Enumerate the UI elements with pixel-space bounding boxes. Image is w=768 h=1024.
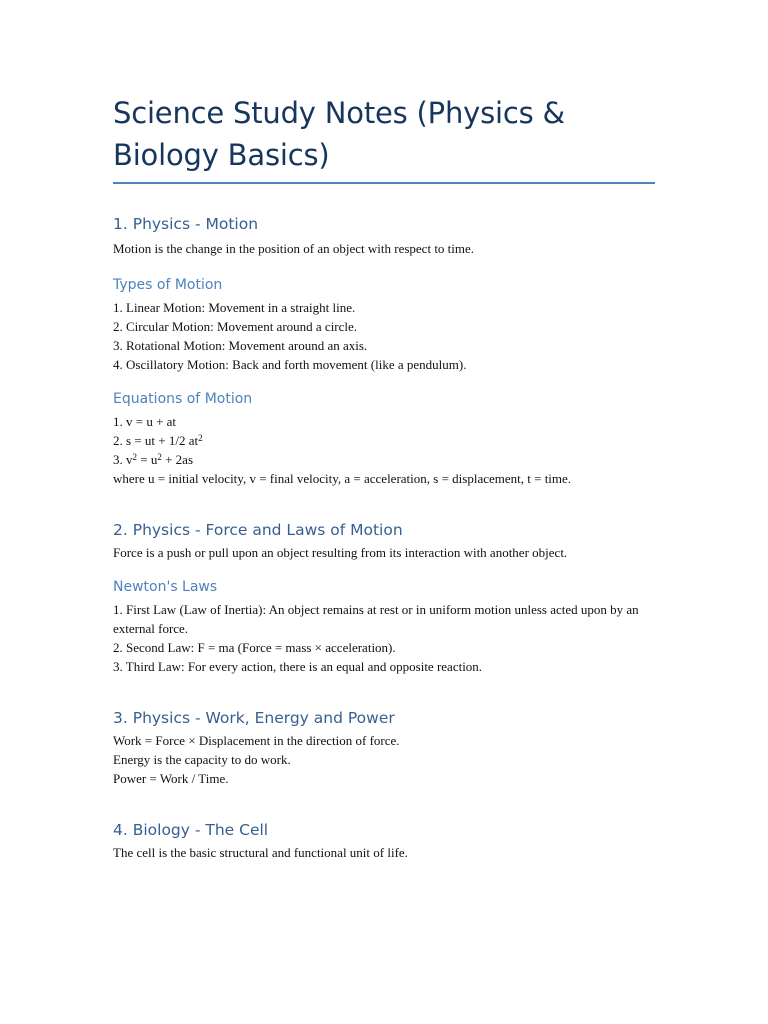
equation-text: = u — [137, 452, 158, 467]
section-intro-force: Force is a push or pull upon an object resulting from its interaction with another object. — [113, 545, 568, 560]
superscript: 2 — [132, 452, 137, 462]
equation-2 — [113, 431, 655, 450]
subheading-newtons-laws: Newton's Laws — [113, 579, 218, 595]
list-item: 2. Second Law: F = ma (Force = mass × acceleration). — [113, 640, 396, 655]
section-heading-work-energy-power: 3. Physics - Work, Energy and Power — [113, 709, 395, 727]
superscript: 2 — [157, 452, 162, 462]
list-item: Work = Force × Displacement in the direction of force. — [113, 733, 400, 748]
subheading-equations-of-motion: Equations of Motion — [113, 391, 253, 407]
subheading-types-of-motion: Types of Motion — [113, 277, 223, 293]
list-item: 4. Oscillatory Motion: Back and forth movement (like a pendulum). — [113, 357, 467, 372]
equation-3 — [113, 450, 655, 469]
document-page — [113, 92, 655, 862]
work-energy-power-lines — [113, 731, 655, 788]
equations-list — [113, 412, 655, 488]
list-item: 2. Circular Motion: Movement around a circle. — [113, 319, 358, 334]
section-heading-motion: 1. Physics - Motion — [113, 215, 259, 233]
document-title: Science Study Notes (Physics & Biology Basics) — [113, 96, 565, 172]
list-item: 1. Linear Motion: Movement in a straight line. — [113, 300, 356, 315]
section-heading-force: 2. Physics - Force and Laws of Motion — [113, 521, 403, 539]
equation-text: 2. s = ut + 1/2 at — [113, 433, 199, 448]
list-item: 1. First Law (Law of Inertia): An object remains at rest or in uniform motion unless acted upon by an external force. — [113, 602, 639, 636]
list-item: 3. Third Law: For every action, there is an equal and opposite reaction. — [113, 659, 483, 674]
newtons-laws-list — [113, 600, 655, 676]
section-intro-cell: The cell is the basic structural and functional unit of life. — [113, 845, 408, 860]
equation-1: 1. v = u + at — [113, 414, 177, 429]
equation-legend: where u = initial velocity, v = final velocity, a = acceleration, s = displacement, t = time. — [113, 471, 572, 486]
equation-text: 3. v — [113, 452, 133, 467]
types-of-motion-list — [113, 298, 655, 374]
equation-text: + 2as — [161, 452, 194, 467]
title-underline — [113, 182, 655, 184]
list-item: 3. Rotational Motion: Movement around an axis. — [113, 338, 368, 353]
list-item: Energy is the capacity to do work. — [113, 752, 291, 767]
list-item: Power = Work / Time. — [113, 771, 229, 786]
superscript: 2 — [198, 433, 203, 443]
section-intro-motion: Motion is the change in the position of an object with respect to time. — [113, 241, 475, 256]
section-heading-cell: 4. Biology - The Cell — [113, 821, 269, 839]
